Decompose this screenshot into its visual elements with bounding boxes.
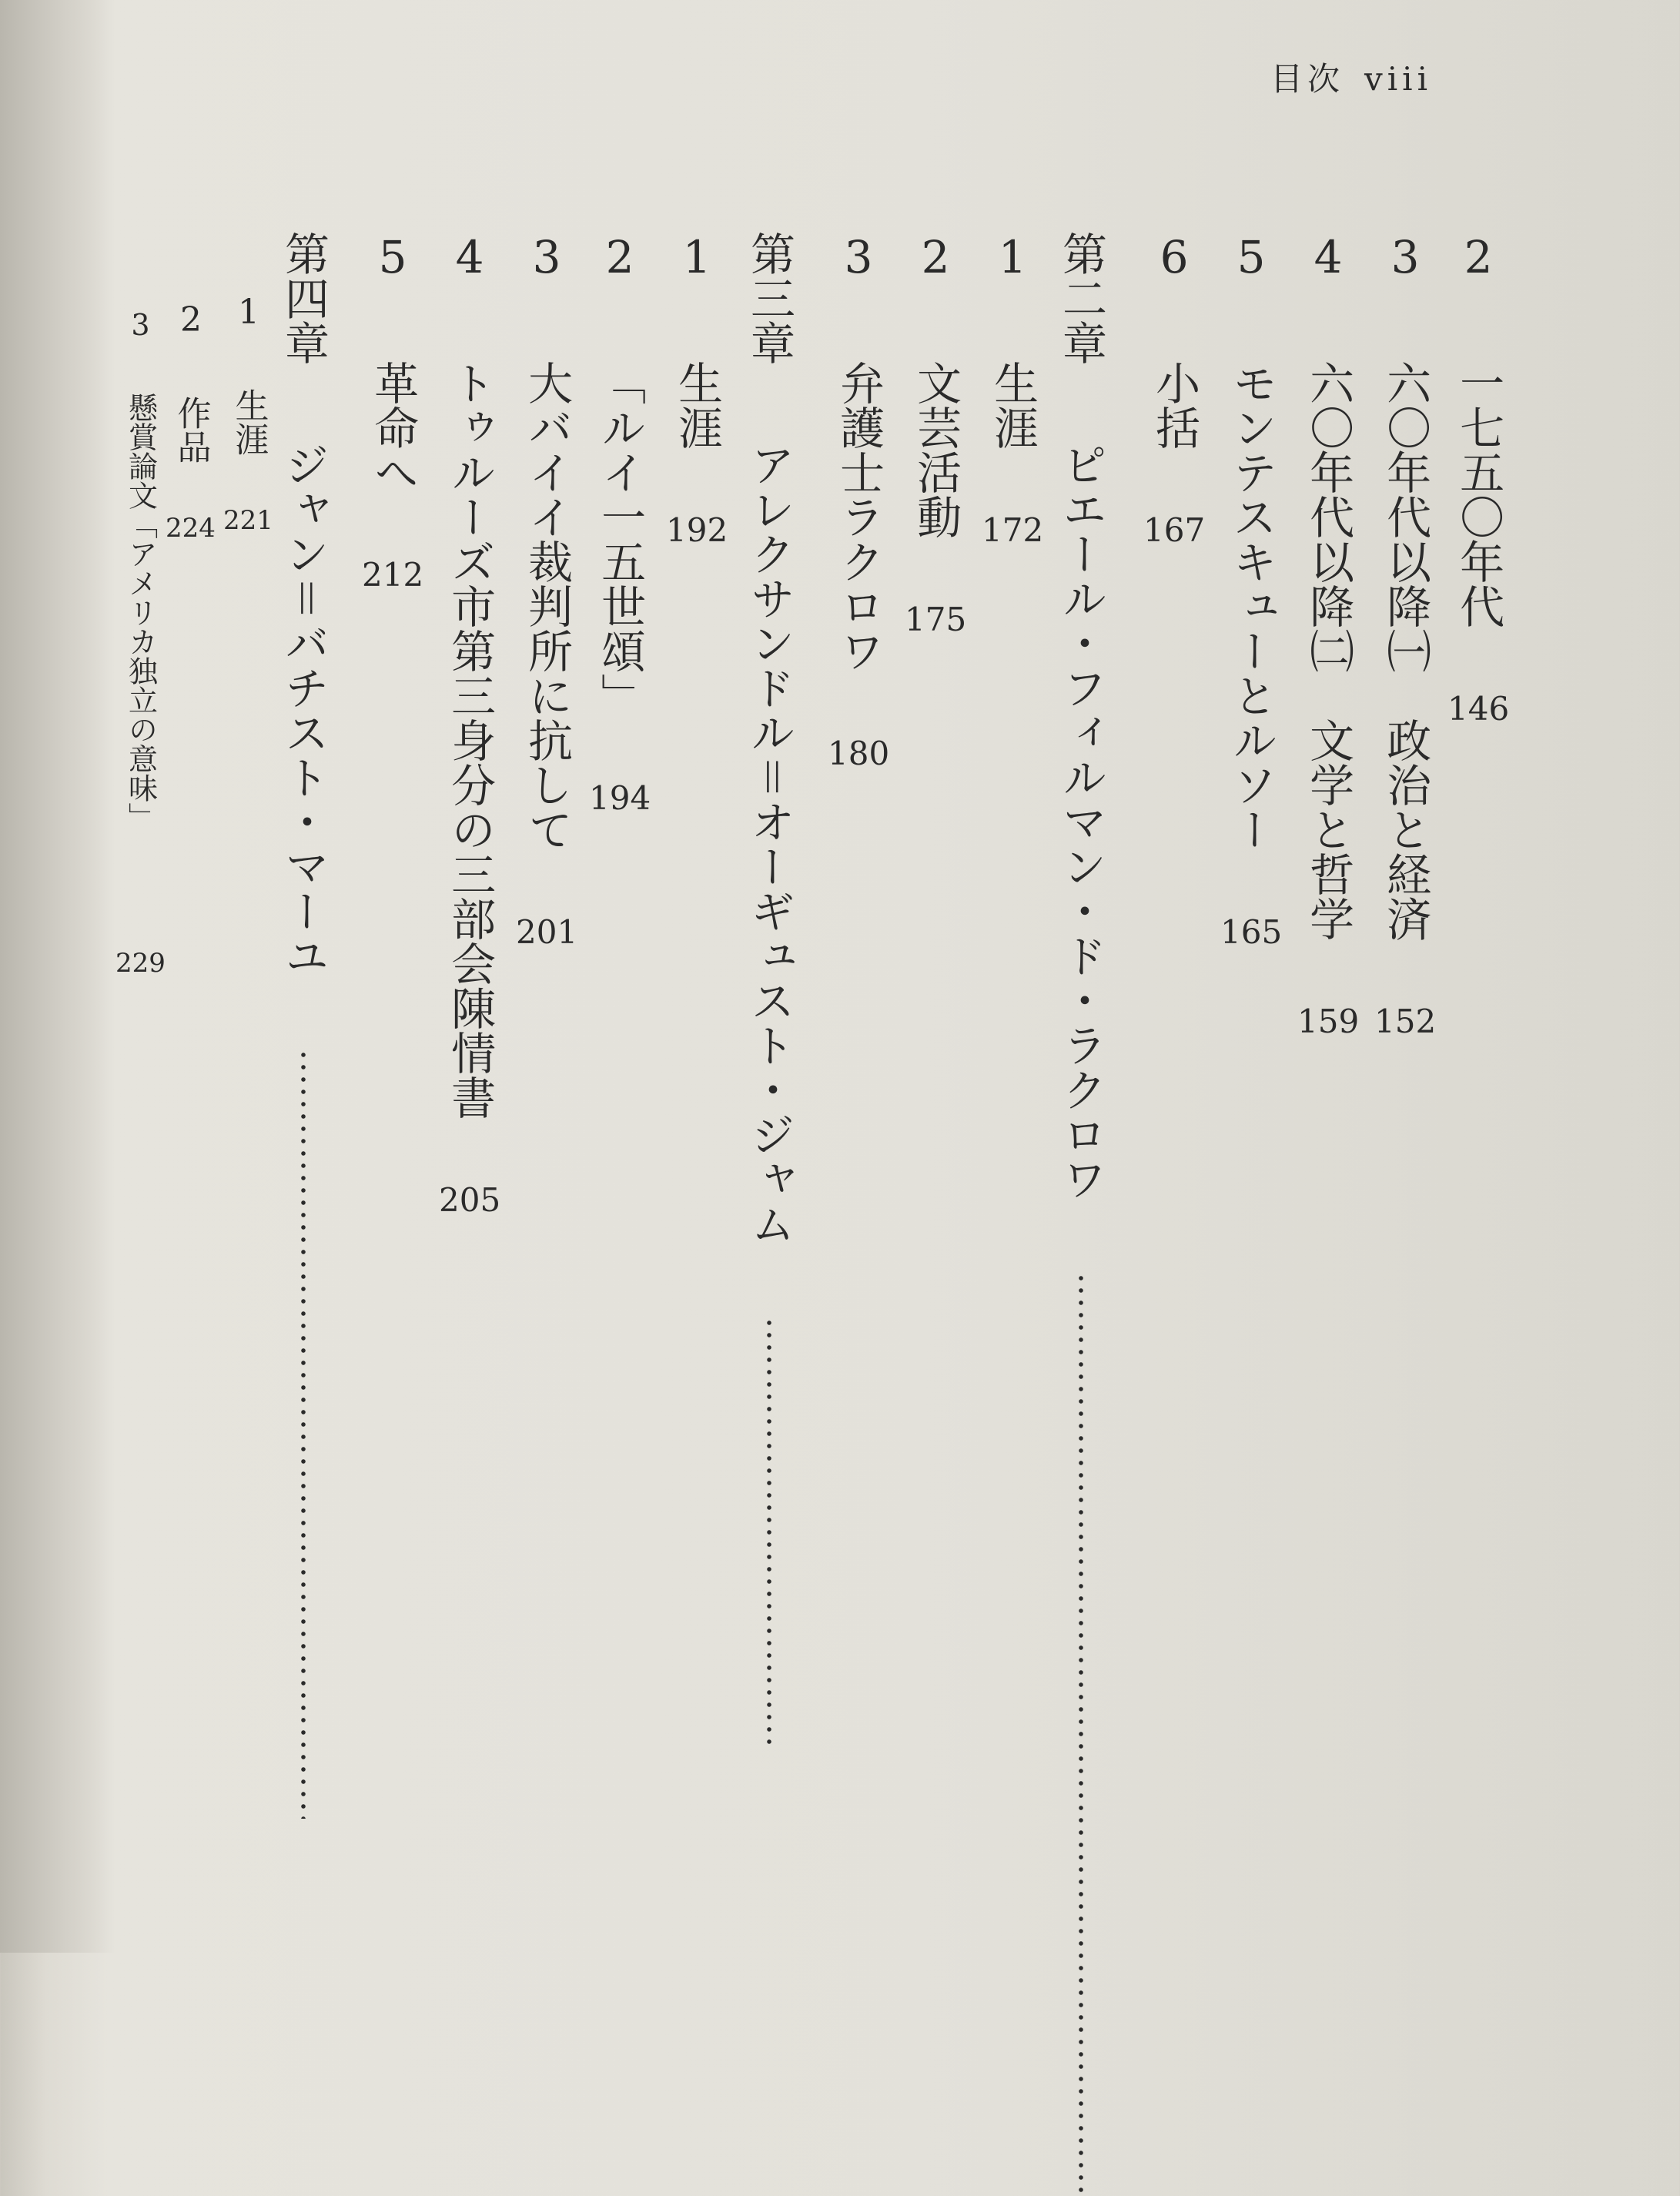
toc-entry [439,231,500,1220]
entry-title: 小括 [1148,360,1201,450]
entry-title: 革命へ [366,360,420,494]
entry-number: 2 [594,231,647,283]
toc-entry [828,231,889,773]
leader-dots [1077,1272,1085,2196]
entry-title: 生涯 [229,388,269,456]
entry-page: 180 [828,735,890,772]
chapter-title: アレクサンドル＝オーギュスト・ジャム [743,442,795,1246]
entry-page: 229 [115,948,166,979]
entry-page: 159 [1297,1003,1360,1040]
entry-page: 172 [982,511,1044,549]
entry-number: 4 [1302,231,1355,283]
entry-page: 146 [1447,690,1510,728]
entry-title: モンテスキューとルソー [1225,360,1278,852]
toc-entry [1220,231,1282,952]
entry-title: 大バイイ裁判所に抗して [520,360,574,852]
toc-entry [1143,231,1205,550]
entry-title: 文芸活動 [909,360,962,539]
entry-title: 作品 [171,396,211,464]
toc-entry [115,308,166,979]
toc-chapter [743,231,795,1748]
book-spine-shadow [0,0,115,1953]
entry-number: 1 [671,231,724,283]
toc-entry [589,231,651,818]
toc-entry [1297,231,1359,1041]
chapter-label: 第四章 [277,231,330,365]
leader-dots [300,1049,307,1819]
toc-entry [362,231,423,594]
entry-title: 六〇年代以降㈠ 政治と経済 [1379,360,1432,941]
entry-title: 生涯 [986,360,1039,450]
entry-page: 201 [516,913,578,951]
entry-number: 3 [520,231,574,283]
entry-number: 3 [832,231,885,283]
toc-entry [166,300,216,544]
toc-entry [1447,231,1509,728]
entry-number: 6 [1148,231,1201,283]
entry-number: 2 [1452,231,1505,283]
header-label: 目次 [1270,60,1345,98]
entry-title: トゥルーズ市第三身分の三部会陳情書 [443,360,497,1120]
entry-title: 生涯 [671,360,724,450]
toc-entry [666,231,728,550]
entry-number: 3 [1379,231,1432,283]
entry-number: 5 [1225,231,1278,283]
entry-number: 1 [229,293,269,332]
entry-number: 2 [909,231,962,283]
entry-page: 152 [1374,1003,1437,1040]
toc-chapter [277,231,330,1819]
entry-page: 175 [905,601,967,638]
entry-number: 5 [366,231,420,283]
entry-title: 懸賞論文「アメリカ独立の意味」 [123,393,158,832]
entry-page: 224 [166,513,216,544]
entry-title: 六〇年代以降㈡ 文学と哲学 [1302,360,1355,941]
toc-chapter [1055,231,1107,2196]
leader-dots [765,1317,773,1748]
entry-page: 205 [439,1181,501,1219]
entry-page: 167 [1143,511,1206,549]
entry-page: 194 [589,779,651,817]
entry-page: 165 [1220,913,1283,951]
toc-entry [223,293,273,537]
toc-entry [905,231,966,639]
page-header [1270,54,1471,100]
chapter-title: ピエール・フィルマン・ド・ラクロワ [1055,442,1107,1201]
header-page-number: viii [1364,60,1433,98]
entry-page: 192 [666,511,728,549]
chapter-label: 第三章 [743,231,795,365]
chapter-label: 第二章 [1055,231,1107,365]
entry-page: 212 [362,556,424,594]
chapter-title: ジャン＝バチスト・マーユ [277,442,330,978]
entry-number: 3 [123,308,158,342]
toc-entry [982,231,1043,550]
entry-title: 「ルイ一五世頌」 [594,360,647,718]
entry-number: 1 [986,231,1039,283]
entry-page: 221 [223,505,273,536]
entry-title: 一七五〇年代 [1452,360,1505,628]
entry-title: 弁護士ラクロワ [832,360,885,673]
entry-number: 2 [171,300,211,340]
toc-entry [516,231,577,952]
entry-number: 4 [443,231,497,283]
toc-entry [1374,231,1436,1041]
